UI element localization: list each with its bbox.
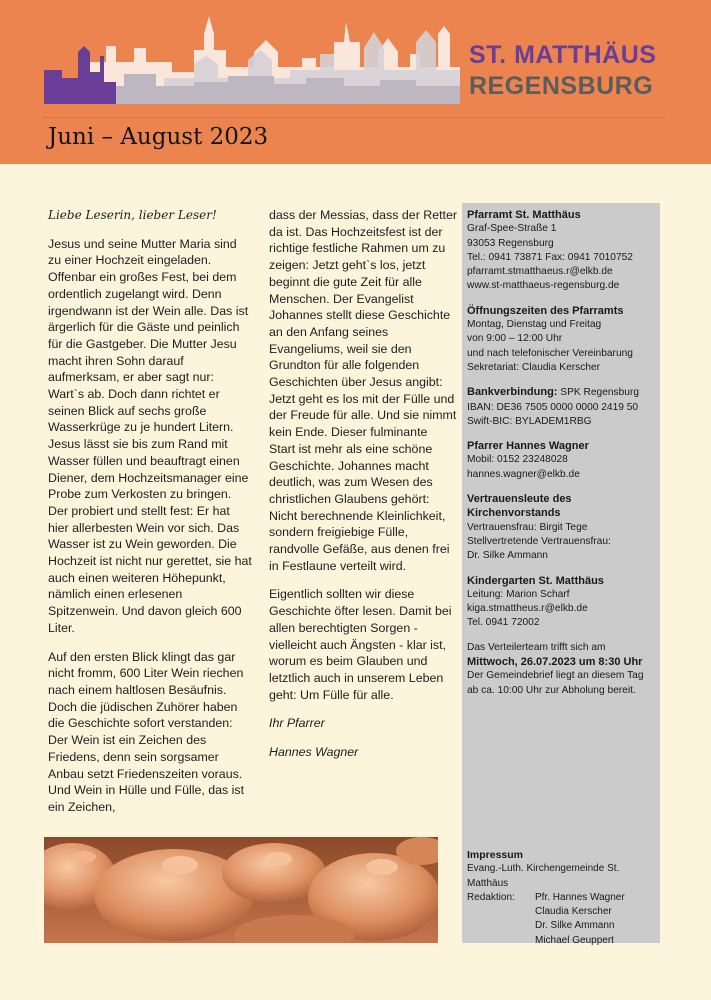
bank-iban: IBAN: DE36 7505 0000 0000 2419 50 — [467, 401, 639, 413]
imprint — [467, 848, 657, 948]
hours-title: Öffnungszeiten des Pfarramts — [467, 304, 624, 317]
contact-info — [467, 208, 657, 708]
clay-pots-photo — [44, 837, 438, 943]
bank-name: SPK Regensburg — [557, 387, 640, 399]
kindergarten-title: Kindergarten St. Matthäus — [467, 574, 604, 587]
divider — [44, 117, 666, 118]
kindergarten-block — [467, 574, 657, 631]
bank-bic: Swift-BIC: BYLADEM1RBG — [467, 415, 592, 427]
distributors-date: Mittwoch, 26.07.2023 um 8:30 Uhr — [467, 656, 643, 669]
council-block — [467, 492, 657, 563]
letter-paragraph: Eigentlich sollten wir diese Geschichte öfter lesen. Damit bei allen berechtigten Sorgen - vielleicht auch Ängsten - klar ist, worum es beim Glauben und letztlich auch in unserem Leben geht: Um Fülle für alle. — [269, 587, 452, 702]
city-name: REGENSBURG — [469, 72, 654, 100]
editors-list — [535, 891, 625, 948]
distributors-note: Der Gemeindebrief liegt an diesem Tag — [467, 670, 644, 682]
parish-name: ST. MATTHÄUS — [469, 41, 657, 69]
letter-paragraph: Jesus und seine Mutter Maria sind zu einer Hochzeit eingeladen. Offenbar ein großes Fest, bei dem ordentlich zugelangt wird. Denn irgendwann ist der Wein alle. Das ist ärgerlich für die Gäste und peinlich für die Gastgeber. Die Mutter Jesu macht ihren Sohn darauf aufmerksam, er aber sagt nur: Wart`s ab. Doch dann richtet er seinen Blick auf sechs große Wasserkrüge zu je hundert Litern. Jesus lässt sie bis zum Rand mit Wasser füllen und beauftragt einen Diener, dem Hochzeitsmanager eine Probe zum Verkosten zu bringen. Der probiert und stellt fest: Er hat hier allerbesten Wein vor sich. Das Wasser ist zu Wein geworden. Die Hochzeit ist nicht nur gerettet, sie hat auch einen weiteren Höhepunkt, nämlich einen erlesenen Spitzenwein. Und davon gleich 600 Liter. — [48, 236, 252, 635]
council-title: Vertrauensleute des Kirchenvorstands — [467, 493, 572, 520]
pastor-mobile: Mobil: 0152 23248028 — [467, 454, 568, 466]
hours-block — [467, 304, 657, 375]
distributors-block — [467, 641, 657, 698]
editor-name: Michael Geuppert — [535, 934, 614, 946]
bank-label: Bankverbindung: — [467, 386, 558, 399]
city-skyline-logo — [44, 12, 460, 104]
office-email[interactable]: pfarramt.stmatthaeus.r@elkb.de — [467, 266, 613, 278]
editors-label: Redaktion: — [467, 891, 515, 903]
hours-time: von 9:00 – 12:00 Uhr — [467, 333, 563, 345]
salutation: Liebe Leserin, lieber Leser! — [48, 208, 217, 222]
office-website[interactable]: www.st-matthaeus-regensburg.de — [467, 280, 620, 292]
office-phone-fax: Tel.: 0941 73871 Fax: 0941 7010752 — [467, 251, 633, 263]
distributors-intro: Das Verteilerteam trifft sich am — [467, 641, 606, 653]
office-city: 93053 Regensburg — [467, 237, 554, 249]
hours-appointment: und nach telefonischer Vereinbarung — [467, 347, 633, 359]
office-street: Graf-Spee-Straße 1 — [467, 223, 557, 235]
council-deputy-label: Stellvertretende Vertrauensfrau: — [467, 535, 611, 547]
issue-period: Juni – August 2023 — [48, 124, 269, 150]
hours-days: Montag, Dienstag und Freitag — [467, 319, 602, 331]
pastor-email[interactable]: hannes.wagner@elkb.de — [467, 468, 580, 480]
bank-block — [467, 385, 657, 429]
office-title: Pfarramt St. Matthäus — [467, 209, 581, 221]
pastor-title: Pfarrer Hannes Wagner — [467, 440, 589, 453]
letter-paragraph: dass der Messias, dass der Retter da ist. Das Hochzeitsfest ist der richtige festliche Rahmen um zu zeigen: Jetzt geht`s los, jetzt beginnt die gute Zeit für alle Menschen. Der Evangelist Johannes stellt diese Geschichte an den Anfang seines Evangeliums, weil sie den Grundton für alle folgenden Geschichten über Jesus angibt: Jetzt geht es los mit der Fülle und der Freude für alle. Und sie nimmt kein Ende. Dieser fulminante Start ist mehr als eine schöne Geschichte. Johannes macht deutlich, was zum Wesen des christlichen Glaubens gehört: Nicht berechnende Kleinlichkeit, sondern freigiebige Fülle, randvolle Gefäße, aus denen frei in Festlaune verteilt wird. — [269, 208, 458, 573]
kindergarten-phone: Tel. 0941 72002 — [467, 617, 540, 629]
hours-secretary: Sekretariat: Claudia Kerscher — [467, 361, 601, 373]
imprint-publisher: Evang.-Luth. Kirchengemeinde St. Matthäus — [467, 863, 620, 889]
kindergarten-email[interactable]: kiga.stmattheus.r@elkb.de — [467, 603, 588, 615]
signature-name: Hannes Wagner — [269, 745, 359, 760]
imprint-editors — [467, 891, 657, 948]
editor-name: Claudia Kerscher — [535, 906, 612, 918]
council-deputy: Dr. Silke Ammann — [467, 550, 548, 562]
letter-column-2 — [269, 207, 457, 773]
kindergarten-lead: Leitung: Marion Scharf — [467, 588, 570, 600]
editor-name: Dr. Silke Ammann — [535, 920, 615, 932]
pastor-block — [467, 439, 657, 482]
bank-line — [467, 385, 657, 400]
office-block — [467, 208, 657, 294]
editor-name: Pfr. Hannes Wagner — [535, 891, 625, 903]
masthead — [0, 0, 711, 164]
letter-column-1 — [48, 207, 253, 828]
distributors-pickup: ab ca. 10:00 Uhr zur Abholung bereit. — [467, 684, 636, 696]
signature-title: Ihr Pfarrer — [269, 716, 325, 731]
letter-paragraph: Auf den ersten Blick klingt das gar nicht fromm, 600 Liter Wein riechen nach einem haltlosen Besäufnis. Doch die jüdischen Zuhörer haben die Geschichte sofort verstanden: Der Wein ist ein Zeichen des Friedens, denn sein sorgsamer Anbau setzt Friedenszeiten voraus. Und Wein in Hülle und Fülle, das ist ein Zeichen, — [48, 649, 245, 814]
imprint-title: Impressum — [467, 849, 524, 861]
council-trustee: Vertrauensfrau: Birgit Tege — [467, 521, 588, 533]
